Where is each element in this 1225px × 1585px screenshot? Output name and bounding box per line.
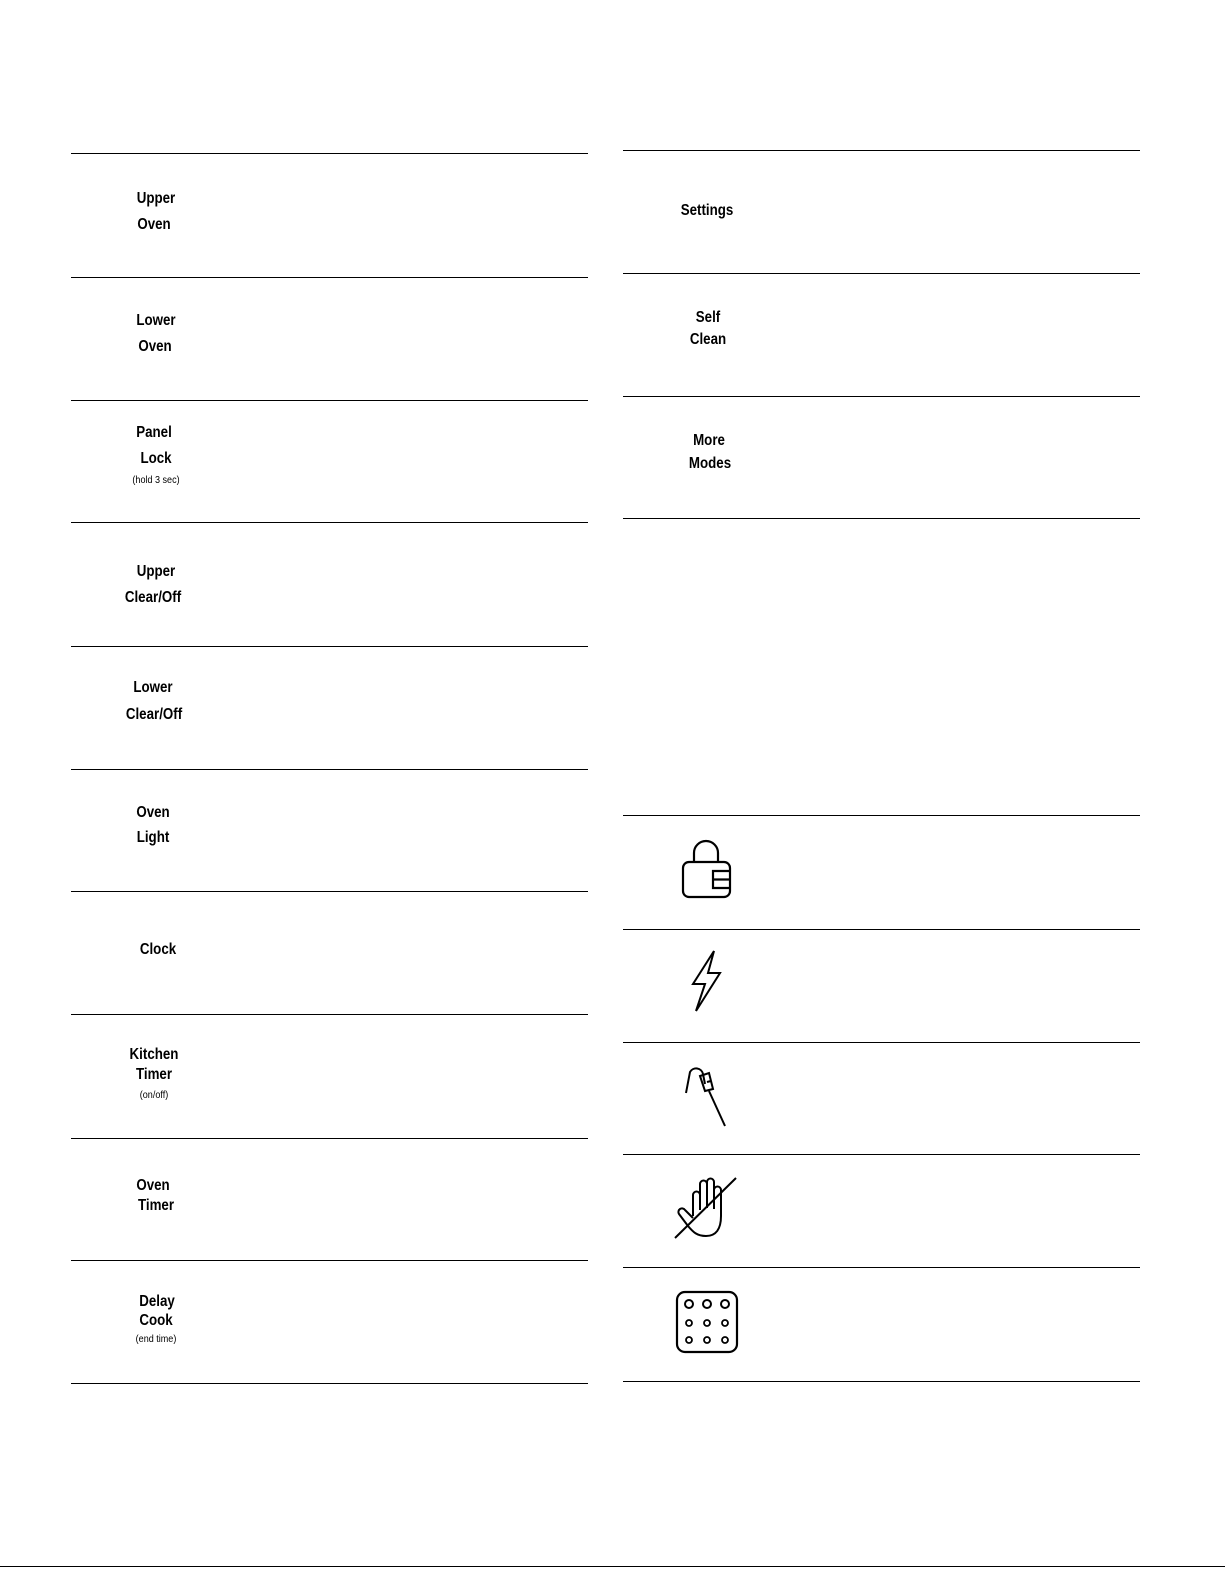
key-note: (hold 3 sec) xyxy=(132,474,180,486)
lock-icon xyxy=(676,834,738,904)
key-label: Oven xyxy=(137,216,171,233)
key-note: (end time) xyxy=(135,1333,177,1345)
page-bottom-rule xyxy=(0,1566,1225,1567)
key-label: Delay xyxy=(139,1293,175,1310)
key-label: Self xyxy=(695,309,721,326)
key-label: Kitchen xyxy=(129,1046,179,1063)
key-label: Timer xyxy=(135,1066,173,1083)
key-label: Light xyxy=(136,829,170,846)
key-label: Panel xyxy=(136,424,172,441)
key-label: Clear/Off xyxy=(124,589,182,606)
key-label: Oven xyxy=(138,338,172,355)
temperature-probe-icon xyxy=(680,1060,732,1130)
key-label: Oven xyxy=(136,1177,170,1194)
key-label: Clean xyxy=(689,331,727,348)
key-label: Lock xyxy=(140,450,172,467)
keypad-icon xyxy=(674,1289,740,1355)
key-label: Clear/Off xyxy=(125,706,183,723)
key-label: Upper xyxy=(136,563,176,580)
key-label: Modes xyxy=(688,455,732,472)
key-label: Settings xyxy=(680,202,734,219)
key-label: Upper xyxy=(136,190,176,207)
key-label: Timer xyxy=(137,1197,175,1214)
key-label: More xyxy=(693,432,725,449)
key-label: Lower xyxy=(136,312,176,329)
lightning-bolt-icon xyxy=(688,948,724,1014)
key-label: Lower xyxy=(133,679,173,696)
key-label: Oven xyxy=(136,804,170,821)
key-label: Clock xyxy=(139,941,177,958)
key-label: Cook xyxy=(139,1312,173,1329)
no-touch-hand-icon xyxy=(672,1174,740,1242)
key-note: (on/off) xyxy=(139,1089,169,1101)
